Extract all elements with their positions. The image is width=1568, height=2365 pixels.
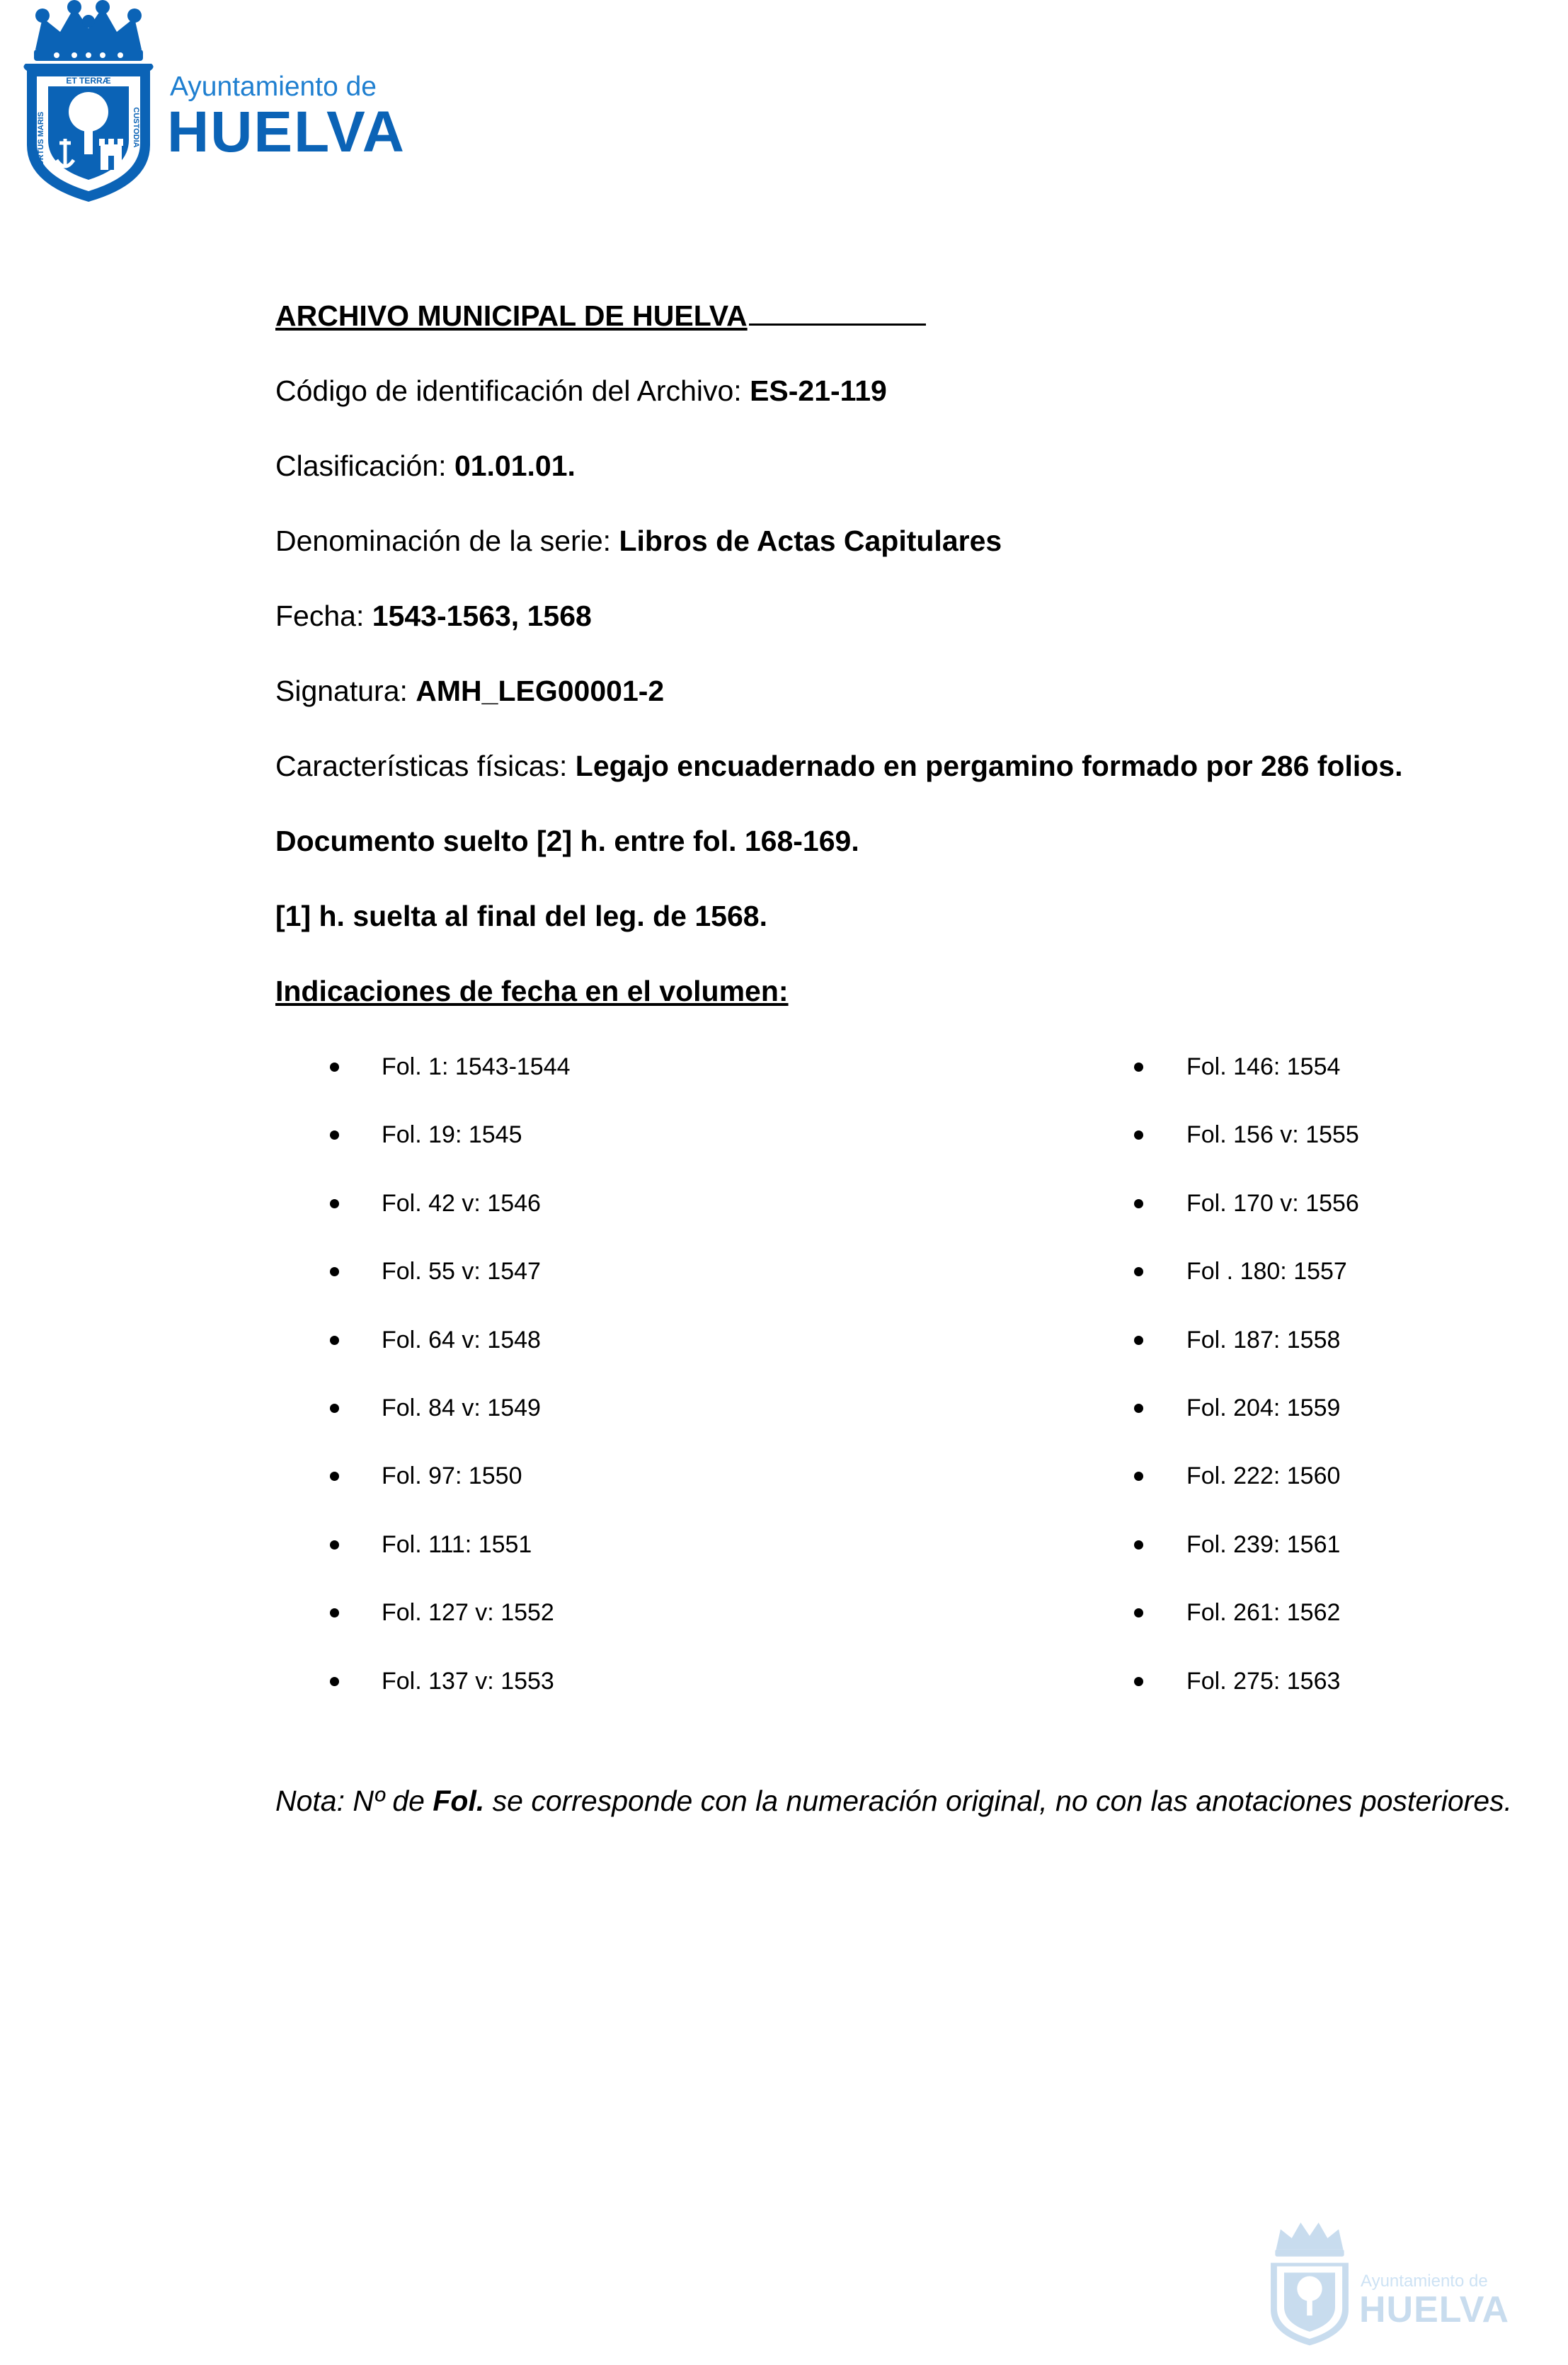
field-series-name bbox=[275, 522, 1002, 559]
field-label: Clasificación: bbox=[275, 449, 454, 482]
logo-line2: HUELVA bbox=[167, 99, 406, 164]
bullet-icon bbox=[330, 1677, 339, 1686]
field-value: 1543-1563, 1568 bbox=[372, 600, 592, 632]
logo-line1: Ayuntamiento de bbox=[170, 71, 377, 102]
bullet-icon bbox=[1134, 1130, 1143, 1140]
extra-line-loose-sheet: [1] h. suelta al final del leg. de 1568. bbox=[275, 900, 767, 932]
watermark-logo bbox=[1267, 2216, 1509, 2350]
field-date bbox=[275, 597, 592, 634]
field-label: Denominación de la serie: bbox=[275, 525, 619, 557]
field-label: Código de identificación del Archivo: bbox=[275, 374, 750, 407]
bullet-icon bbox=[1134, 1472, 1143, 1481]
folio-entry: Fol. 42 v: 1546 bbox=[382, 1189, 541, 1217]
bullet-icon bbox=[1134, 1404, 1143, 1413]
ayuntamiento-logo bbox=[21, 0, 406, 205]
huelva-coat-of-arms-watermark-icon bbox=[1267, 2216, 1352, 2350]
shield-text-top: ET TERRÆ bbox=[66, 76, 111, 86]
footnote bbox=[275, 1782, 1512, 1819]
bullet-icon bbox=[330, 1336, 339, 1345]
folio-entry: Fol. 127 v: 1552 bbox=[382, 1599, 554, 1627]
folio-entry: Fol. 84 v: 1549 bbox=[382, 1395, 541, 1421]
title-rule bbox=[749, 298, 926, 326]
field-value: Libros de Actas Capitulares bbox=[619, 525, 1002, 557]
watermark-line2: HUELVA bbox=[1359, 2289, 1510, 2330]
shield-text-left: PORTUS MARIS bbox=[37, 111, 45, 172]
folio-entry: Fol. 187: 1558 bbox=[1186, 1326, 1341, 1353]
folio-entry: Fol. 222: 1560 bbox=[1186, 1462, 1341, 1490]
watermark-line1: Ayuntamiento de bbox=[1361, 2272, 1488, 2291]
shield-text-right: CUSTODIA bbox=[132, 107, 140, 148]
folio-entry: Fol. 146: 1554 bbox=[1186, 1053, 1341, 1080]
bullet-icon bbox=[1134, 1063, 1143, 1072]
field-signature bbox=[275, 672, 664, 709]
bullet-icon bbox=[330, 1404, 339, 1413]
note-suffix: se corresponde con la numeración original, no con las anotaciones posteriores. bbox=[484, 1785, 1513, 1817]
bullet-icon bbox=[330, 1199, 339, 1208]
folio-entry: Fol. 261: 1562 bbox=[1186, 1599, 1341, 1627]
bullet-icon bbox=[330, 1130, 339, 1140]
folio-entry: Fol. 275: 1563 bbox=[1186, 1667, 1341, 1695]
archive-title: ARCHIVO MUNICIPAL DE HUELVA bbox=[275, 299, 748, 332]
bullet-icon bbox=[1134, 1267, 1143, 1276]
folio-entry: Fol. 156 v: 1555 bbox=[1186, 1121, 1359, 1149]
folio-entry: Fol. 1: 1543-1544 bbox=[382, 1053, 571, 1080]
field-physical-features bbox=[275, 748, 1402, 784]
page-title bbox=[275, 297, 926, 334]
folio-entry: Fol. 97: 1550 bbox=[382, 1462, 522, 1490]
field-archive-code bbox=[275, 372, 887, 409]
huelva-coat-of-arms-icon bbox=[21, 0, 156, 205]
folio-entry: Fol. 19: 1545 bbox=[382, 1121, 522, 1149]
folio-entry: Fol. 239: 1561 bbox=[1186, 1530, 1341, 1558]
field-value: AMH_LEG00001-2 bbox=[416, 675, 665, 707]
bullet-icon bbox=[330, 1472, 339, 1481]
bullet-icon bbox=[330, 1608, 339, 1617]
dates-heading: Indicaciones de fecha en el volumen: bbox=[275, 975, 789, 1007]
field-value: 01.01.01. bbox=[454, 449, 576, 482]
bullet-icon bbox=[1134, 1608, 1143, 1617]
folio-entry: Fol. 64 v: 1548 bbox=[382, 1326, 541, 1353]
bullet-icon bbox=[1134, 1336, 1143, 1345]
bullet-icon bbox=[330, 1540, 339, 1550]
folio-entry: Fol . 180: 1557 bbox=[1186, 1258, 1347, 1285]
folio-entry: Fol. 111: 1551 bbox=[382, 1530, 532, 1558]
field-label: Características físicas: bbox=[275, 750, 576, 782]
folio-entry: Fol. 137 v: 1553 bbox=[382, 1667, 554, 1695]
folio-entry: Fol. 170 v: 1556 bbox=[1186, 1189, 1359, 1217]
field-label: Fecha: bbox=[275, 600, 372, 632]
field-value: ES-21-119 bbox=[750, 374, 887, 407]
field-label: Signatura: bbox=[275, 675, 416, 707]
note-prefix: Nota: Nº de bbox=[275, 1785, 433, 1817]
bullet-icon bbox=[1134, 1540, 1143, 1550]
bullet-icon bbox=[1134, 1677, 1143, 1686]
bullet-icon bbox=[330, 1063, 339, 1072]
extra-line-loose-document: Documento suelto [2] h. entre fol. 168-169. bbox=[275, 825, 859, 857]
bullet-icon bbox=[1134, 1199, 1143, 1208]
field-value: Legajo encuadernado en pergamino formado por 286 folios. bbox=[575, 750, 1403, 782]
field-classification bbox=[275, 447, 576, 484]
folio-entry: Fol. 55 v: 1547 bbox=[382, 1258, 541, 1285]
note-bold: Fol. bbox=[433, 1785, 485, 1817]
bullet-icon bbox=[330, 1267, 339, 1276]
folio-entry: Fol. 204: 1559 bbox=[1186, 1395, 1341, 1421]
